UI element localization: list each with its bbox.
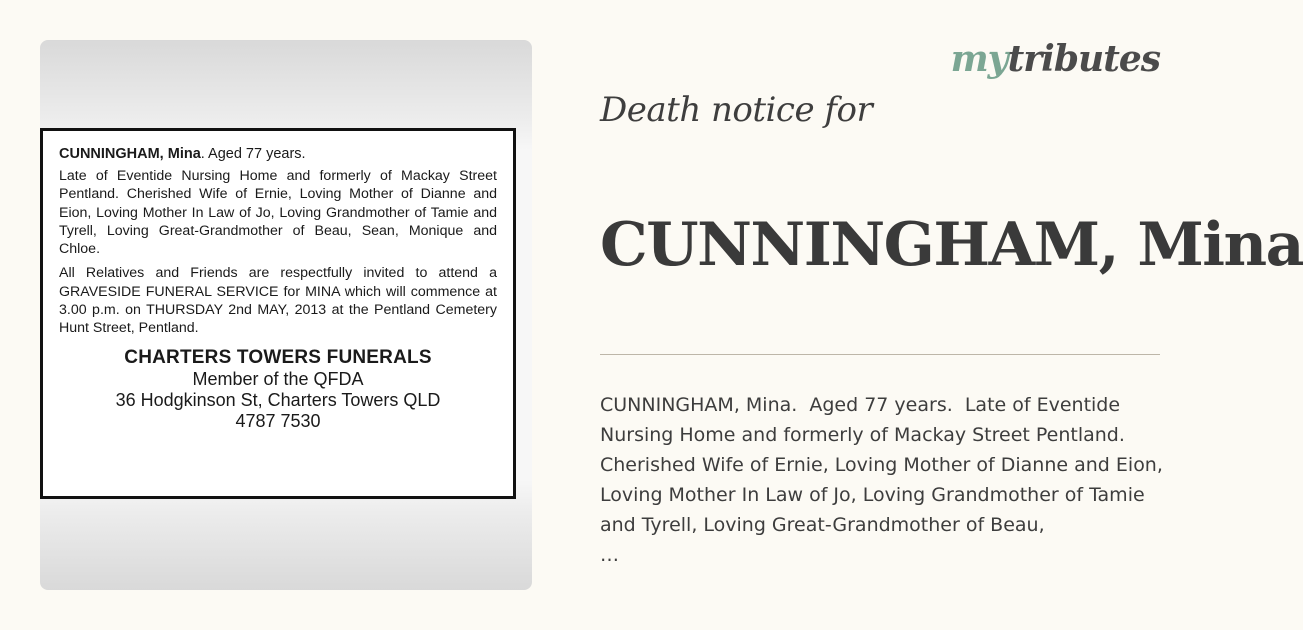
death-notice-image — [40, 40, 532, 590]
notice-funeral-address: 36 Hodgkinson St, Charters Towers QLD — [115, 389, 441, 410]
notice-heading-name: CUNNINGHAM, Mina — [59, 146, 201, 162]
notice-heading — [59, 145, 497, 163]
page-subtitle: Death notice for — [600, 90, 873, 130]
notice-frame — [40, 128, 516, 499]
notice-paragraph-details: Late of Eventide Nursing Home and formerly of Mackay Street Pentland. Cherished Wife of Ernie, Loving Mother of Dianne and Eion, Loving Mother In Law of Jo, Loving Grandmother of Tamie and Tyrell, Loving Great-Grandmother of Beau, Sean, Monique and Chloe. — [59, 168, 497, 258]
deceased-name: CUNNINGHAM, Mina — [600, 210, 1303, 280]
notice-funeral-phone: 4787 7530 — [235, 410, 321, 431]
mytributes-logo — [951, 38, 1160, 80]
notice-funeral-company: CHARTERS TOWERS FUNERALS — [124, 346, 432, 368]
divider — [600, 354, 1160, 355]
notice-funeral-member: Member of the QFDA — [192, 368, 364, 389]
logo-tributes: tributes — [1007, 38, 1160, 80]
logo-my: my — [950, 38, 1008, 80]
notice-paragraph-service: All Relatives and Friends are respectfully invited to attend a GRAVESIDE FUNERAL SERVICE for MINA which will commence at 3.00 p.m. on THURSDAY 2nd MAY, 2013 at the Pentland Cemetery Hunt Street, Pentland. — [59, 265, 497, 337]
notice-funeral-director — [59, 346, 497, 432]
notice-excerpt: CUNNINGHAM, Mina. Aged 77 years. Late of Eventide Nursing Home and formerly of Mackay Street Pentland. Cherished Wife of Ernie, Loving Mother of Dianne and Eion, Loving Mother In Law of Jo, Loving Grandmother of Tamie and Tyrell, Loving Great-Grandmother of Beau, … — [600, 394, 1163, 566]
notice-heading-age: . Aged 77 years. — [200, 146, 306, 162]
